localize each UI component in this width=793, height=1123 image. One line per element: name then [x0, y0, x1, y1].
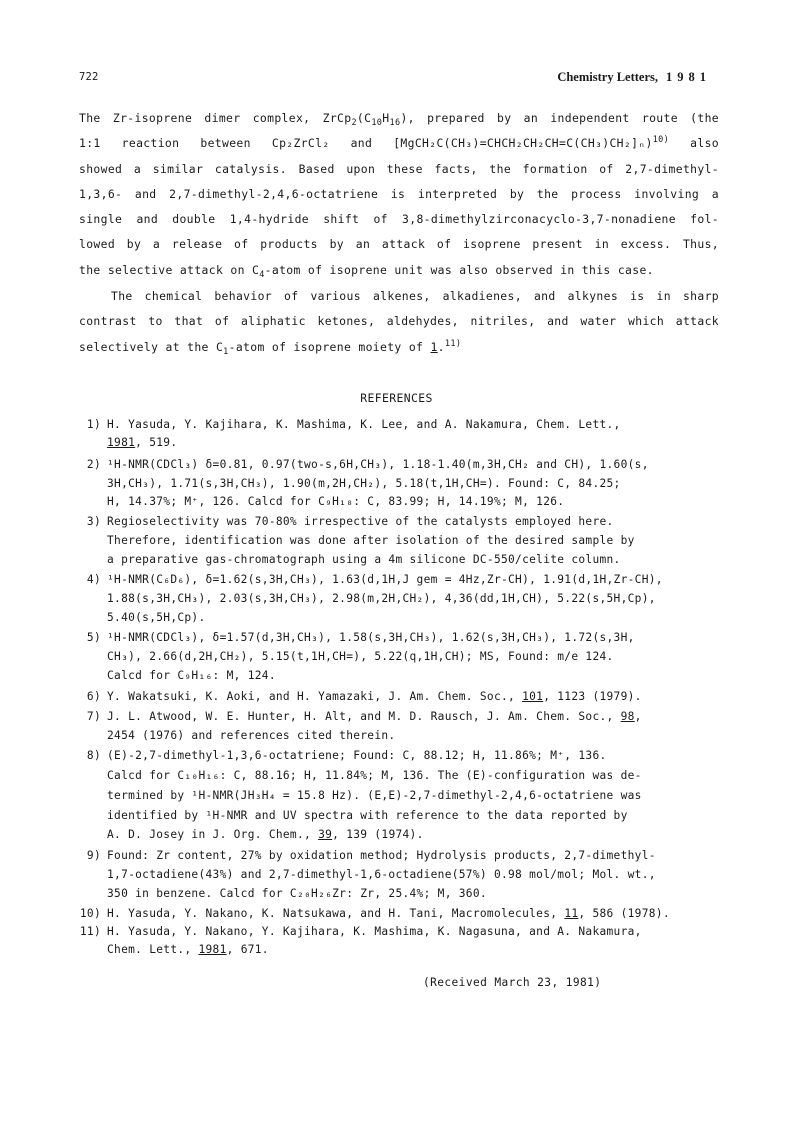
journal-name: Chemistry Letters, [557, 70, 658, 84]
page-number: 722 [79, 71, 99, 83]
body-line: The Zr-isoprene dimer complex, $ZrCp_2(C_{10}H_{16})$, prepared by an independent route (the [79, 111, 719, 128]
reference-item: 2) ¹H-NMR(CDCl₃) δ=0.81, 0.97(two-s,6H,CH₃), 1.18-1.40(m,3H,CH₂ and CH), 1.60(s, [86, 458, 649, 471]
reference-item: 6) Y. Wakatsuki, K. Aoki, and H. Yamazaki, J. Am. Chem. Soc., 101, 1123 (1979). [86, 690, 642, 703]
reference-line: 5.40(s,5H,Cp). [107, 611, 206, 624]
body-line: lowed by a release of products by an attack of isoprene present in excess. Thus, [79, 237, 719, 251]
reference-line: Therefore, identification was done after isolation of the desired sample by [107, 534, 635, 547]
reference-line: 1,7-octadiene(43%) and 2,7-dimethyl-1,6-octadiene(57%) 0.98 mol/mol; Mol. wt., [107, 868, 656, 881]
reference-item: 10) H. Yasuda, Y. Nakano, K. Natsukawa, and H. Tani, Macromolecules, 11, 586 (1978). [79, 907, 670, 920]
reference-line: 1.88(s,3H,CH₃), 2.03(s,3H,CH₃), 2.98(m,2H,CH₂), 4,36(dd,1H,CH), 5.22(s,5H,Cp), [107, 592, 656, 605]
body-line: showed a similar catalysis. Based upon these facts, the formation of 2,7-dimethyl- [79, 162, 719, 176]
reference-line: 2454 (1976) and references cited therein. [107, 729, 396, 742]
reference-item: 4) ¹H-NMR(C₆D₆), δ=1.62(s,3H,CH₃), 1.63(d,1H,J gem = 4Hz,Zr-CH), 1.91(d,1H,Zr-CH), [86, 573, 663, 586]
reference-line: 3H,CH₃), 1.71(s,3H,CH₃), 1.90(m,2H,CH₂), 5.18(t,1H,CH=). Found: C, 84.25; [107, 477, 621, 490]
reference-line: identified by ¹H-NMR and UV spectra with reference to the data reported by [107, 809, 628, 822]
body-line: single and double 1,4-hydride shift of 3,8-dimethylzirconacyclo-3,7-nonadiene fol- [79, 212, 719, 226]
reference-item: 9) Found: Zr content, 27% by oxidation method; Hydrolysis products, 2,7-dimethyl- [86, 849, 656, 862]
reference-item: 5) ¹H-NMR(CDCl₃), δ=1.57(d,3H,CH₃), 1.58(s,3H,CH₃), 1.62(s,3H,CH₃), 1.72(s,3H, [86, 631, 635, 644]
reference-line: Chem. Lett., 1981, 671. [107, 943, 269, 956]
body-line: selectively at the $C_1$-atom of isoprene moiety of 1.$^{11)}$ [79, 339, 462, 357]
reference-line: a preparative gas-chromatograph using a 4m silicone DC-550/celite column. [107, 553, 621, 566]
body-line: The chemical behavior of various alkenes, alkadienes, and alkynes is in sharp [111, 289, 719, 303]
reference-line: H, 14.37%; M⁺, 126. Calcd for C₉H₁₈: C, 83.99; H, 14.19%; M, 126. [107, 495, 565, 508]
body-line: contrast to that of aliphatic ketones, aldehydes, nitriles, and water which attack [79, 314, 719, 328]
references-heading: REFERENCES [360, 391, 433, 405]
journal-year: 1981 [666, 70, 711, 84]
reference-item: 8) (E)-2,7-dimethyl-1,3,6-octatriene; Found: C, 88.12; H, 11.86%; M⁺, 136. [86, 749, 607, 762]
body-line: the selective attack on $C_4$-atom of isoprene unit was also observed in this case. [79, 263, 654, 280]
reference-line: Calcd for C₁₀H₁₆: C, 88.16; H, 11.84%; M, 136. The (E)-configuration was de- [107, 769, 642, 782]
reference-item: 11) H. Yasuda, Y. Nakano, Y. Kajihara, K. Mashima, K. Nagasuna, and A. Nakamura, [79, 925, 642, 938]
reference-line: 350 in benzene. Calcd for C₂₀H₂₆Zr: Zr, 25.4%; M, 360. [107, 887, 487, 900]
reference-line: CH₃), 2.66(d,2H,CH₂), 5.15(t,1H,CH=), 5.22(q,1H,CH); MS, Found: m/e 124. [107, 650, 614, 663]
reference-item: 3) Regioselectivity was 70-80% irrespective of the catalysts employed here. [86, 515, 614, 528]
reference-line: Calcd for C₉H₁₆: M, 124. [107, 669, 276, 682]
body-line: 1,3,6- and 2,7-dimethyl-2,4,6-octatriene is interpreted by the process involving a [79, 187, 719, 201]
body-line: 1:1 reaction between Cp₂ZrCl₂ and [MgCH₂C(CH₃)=CHCH₂CH₂CH=C(CH₃)CH₂]ₙ)$^{10)}$ also [79, 135, 719, 150]
running-header [557, 70, 711, 85]
reference-line: termined by ¹H-NMR(JH₃H₄ = 15.8 Hz). (E,E)-2,7-dimethyl-2,4,6-octatriene was [107, 789, 642, 802]
received-date: (Received March 23, 1981) [423, 976, 602, 989]
reference-line: A. D. Josey in J. Org. Chem., 39, 139 (1974). [107, 828, 424, 841]
reference-item: 1) H. Yasuda, Y. Kajihara, K. Mashima, K. Lee, and A. Nakamura, Chem. Lett., [86, 418, 621, 431]
reference-item: 7) J. L. Atwood, W. E. Hunter, H. Alt, and M. D. Rausch, J. Am. Chem. Soc., 98, [86, 710, 642, 723]
reference-line: 1981, 519. [107, 436, 178, 449]
